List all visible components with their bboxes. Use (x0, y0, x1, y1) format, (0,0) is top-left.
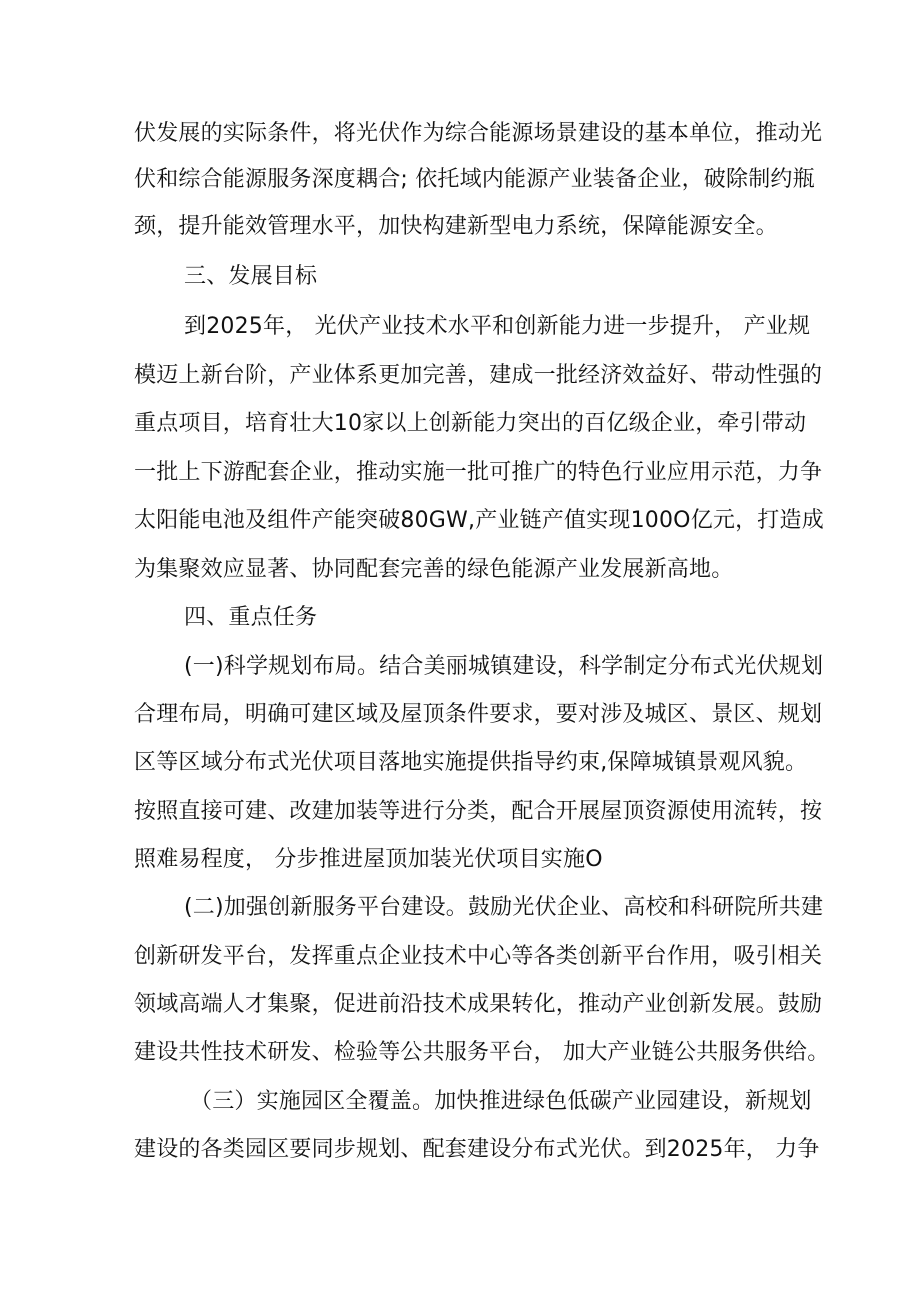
text-line: 区等区域分布式光伏项目落地实施提供指导约束,保障城镇景观风貌。 (134, 750, 808, 775)
text-line: （三）实施园区全覆盖。加快推进绿色低碳产业园建设，新规划 (190, 1089, 812, 1114)
text-line: 太阳能电池及组件产能突破80GW,产业链产值实现100O亿元，打造成 (134, 508, 824, 533)
text-line: 模迈上新台阶，产业体系更加完善，建成一批经济效益好、带动性强的 (134, 363, 823, 388)
text-line: 创新研发平台，发挥重点企业技术中心等各类创新平台作用，吸引相关 (134, 944, 823, 969)
text-line: 一批上下游配套企业，推动实施一批可推广的特色行业应用示范，力争 (134, 460, 823, 485)
section-heading: 三、发展目标 (184, 264, 318, 289)
text-line: (二)加强创新服务平台建设。鼓励光伏企业、高校和科研院所共建 (184, 895, 824, 920)
text-line: 到2025年， 光伏产业技术水平和创新能力进一步提升， 产业规 (184, 314, 811, 339)
text-line: 伏和综合能源服务深度耦合; 依托域内能源产业装备企业，破除制约瓶 (134, 167, 815, 192)
text-line: 颈，提升能效管理水平，加快构建新型电力系统，保障能源安全。 (134, 214, 778, 239)
text-line: 伏发展的实际条件，将光伏作为综合能源场景建设的基本单位，推动光 (134, 121, 823, 146)
text-line: 按照直接可建、改建加装等进行分类，配合开展屋顶资源使用流转，按 (134, 799, 823, 824)
text-line: 领域高端人才集聚，促进前沿技术成果转化，推动产业创新发展。鼓励 (134, 992, 823, 1017)
text-line: (一)科学规划布局。结合美丽城镇建设，科学制定分布式光伏规划 (184, 654, 824, 679)
text-line: 照难易程度， 分步推进屋顶加装光伏项目实施O (134, 847, 603, 872)
text-line: 建设的各类园区要同步规划、配套建设分布式光伏。到2025年， 力争 (134, 1137, 820, 1162)
text-line: 为集聚效应显著、协同配套完善的绿色能源产业发展新高地。 (134, 557, 734, 582)
text-line: 合理布局，明确可建区域及屋顶条件要求，要对涉及城区、景区、规划 (134, 702, 823, 727)
section-heading: 四、重点任务 (184, 605, 318, 630)
text-line: 建设共性技术研发、检验等公共服务平台， 加大产业链公共服务供给。 (134, 1040, 830, 1065)
text-line: 重点项目，培育壮大10家以上创新能力突出的百亿级企业，牵引带动 (134, 411, 807, 436)
